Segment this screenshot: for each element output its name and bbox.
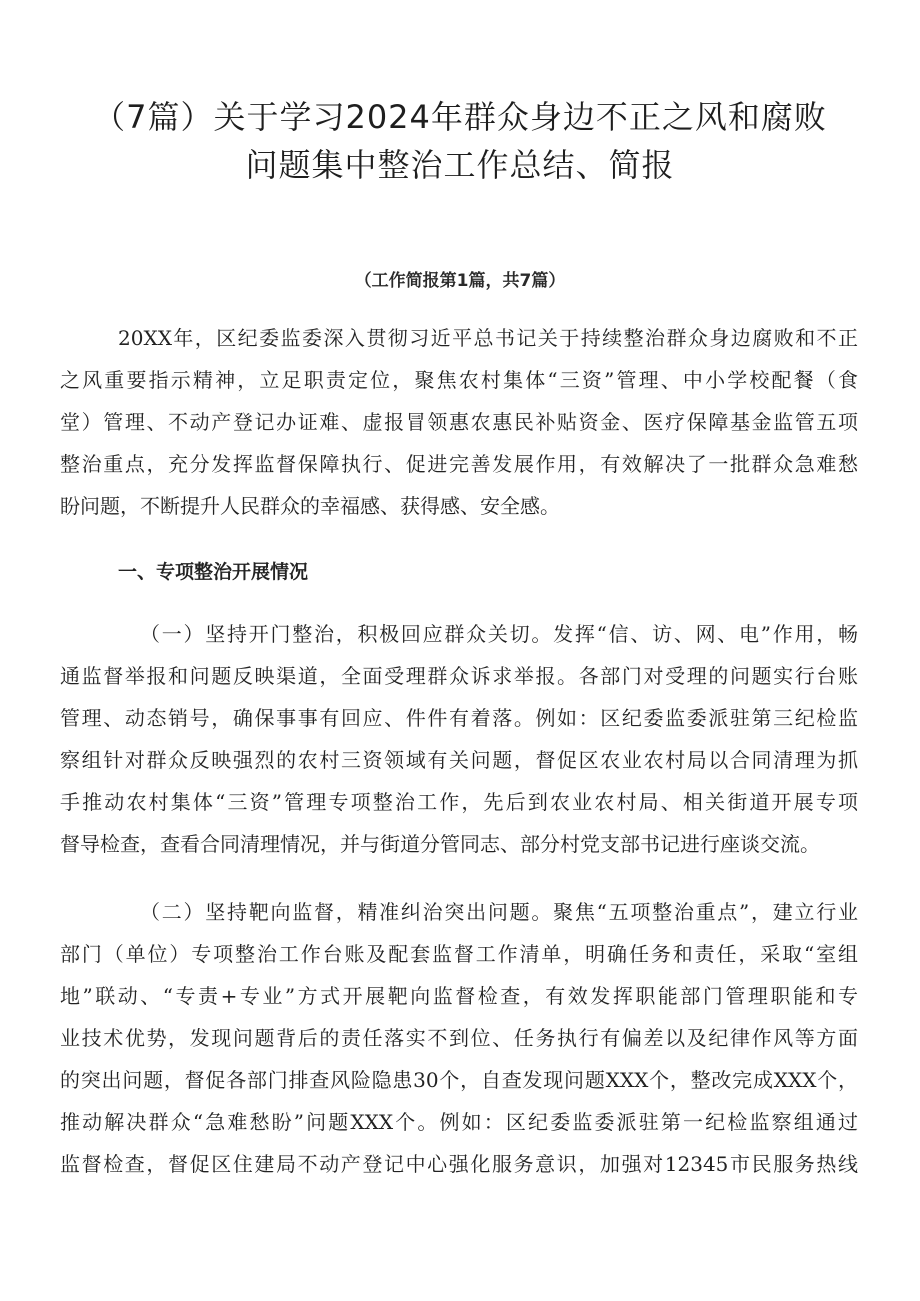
paragraph-1 [60, 613, 858, 865]
paragraph-line: 地”联动、“专责+专业”方式开展靶向监督检查，有效发挥职能部门管理职能和专 [60, 984, 858, 1008]
paragraph-line: 监督检查，督促区住建局不动产登记中心强化服务意识，加强对12345市民服务热线 [60, 1152, 858, 1176]
paragraph-line: 察组针对群众反映强烈的农村三资领域有关问题，督促区农业农村局以合同清理为抓 [60, 748, 858, 772]
document-title-line-2: 问题集中整治工作总结、简报 [245, 146, 675, 184]
intro-line: 之风重要指示精神，立足职责定位，聚焦农村集体“三资”管理、中小学校配餐（食 [60, 368, 858, 392]
section-heading-1: 一、专项整治开展情况 [118, 561, 309, 583]
intro-paragraph [60, 317, 858, 527]
intro-line: 20XX年，区纪委监委深入贯彻习近平总书记关于持续整治群众身边腐败和不正 [118, 326, 858, 350]
intro-line: 盼问题，不断提升人民群众的幸福感、获得感、安全感。 [60, 494, 560, 518]
paragraph-line: 督导检查，查看合同清理情况，并与街道分管同志、部分村党支部书记进行座谈交流。 [60, 832, 820, 856]
intro-line: 堂）管理、不动产登记办证难、虚报冒领惠农惠民补贴资金、医疗保障基金监管五项 [60, 410, 858, 434]
paragraph-line: 管理、动态销号，确保事事有回应、件件有着落。例如：区纪委监委派驻第三纪检监 [60, 706, 858, 730]
paragraph-2 [60, 891, 858, 1185]
paragraph-line: （二）坚持靶向监督，精准纠治突出问题。聚焦“五项整治重点”，建立行业 [140, 900, 858, 924]
paragraph-line: 的突出问题，督促各部门排查风险隐患30个，自查发现问题XXX个，整改完成XXX个， [60, 1068, 858, 1092]
document-subtitle: （工作简报第1篇，共7篇） [354, 271, 566, 291]
intro-line: 整治重点，充分发挥监督保障执行、促进完善发展作用，有效解决了一批群众急难愁 [60, 452, 858, 476]
paragraph-line: 业技术优势，发现问题背后的责任落实不到位、任务执行有偏差以及纪律作风等方面 [60, 1026, 858, 1050]
document-title-line-1: （7篇）关于学习2024年群众身边不正之风和腐败 [93, 98, 827, 136]
paragraph-line: 部门（单位）专项整治工作台账及配套监督工作清单，明确任务和责任，采取“室组 [60, 942, 858, 966]
paragraph-line: 手推动农村集体“三资”管理专项整治工作，先后到农业农村局、相关街道开展专项 [60, 790, 858, 814]
paragraph-line: 通监督举报和问题反映渠道，全面受理群众诉求举报。各部门对受理的问题实行台账 [60, 664, 858, 688]
paragraph-line: （一）坚持开门整治，积极回应群众关切。发挥“信、访、网、电”作用，畅 [140, 622, 858, 646]
paragraph-line: 推动解决群众“急难愁盼”问题XXX个。例如：区纪委监委派驻第一纪检监察组通过 [60, 1110, 858, 1134]
